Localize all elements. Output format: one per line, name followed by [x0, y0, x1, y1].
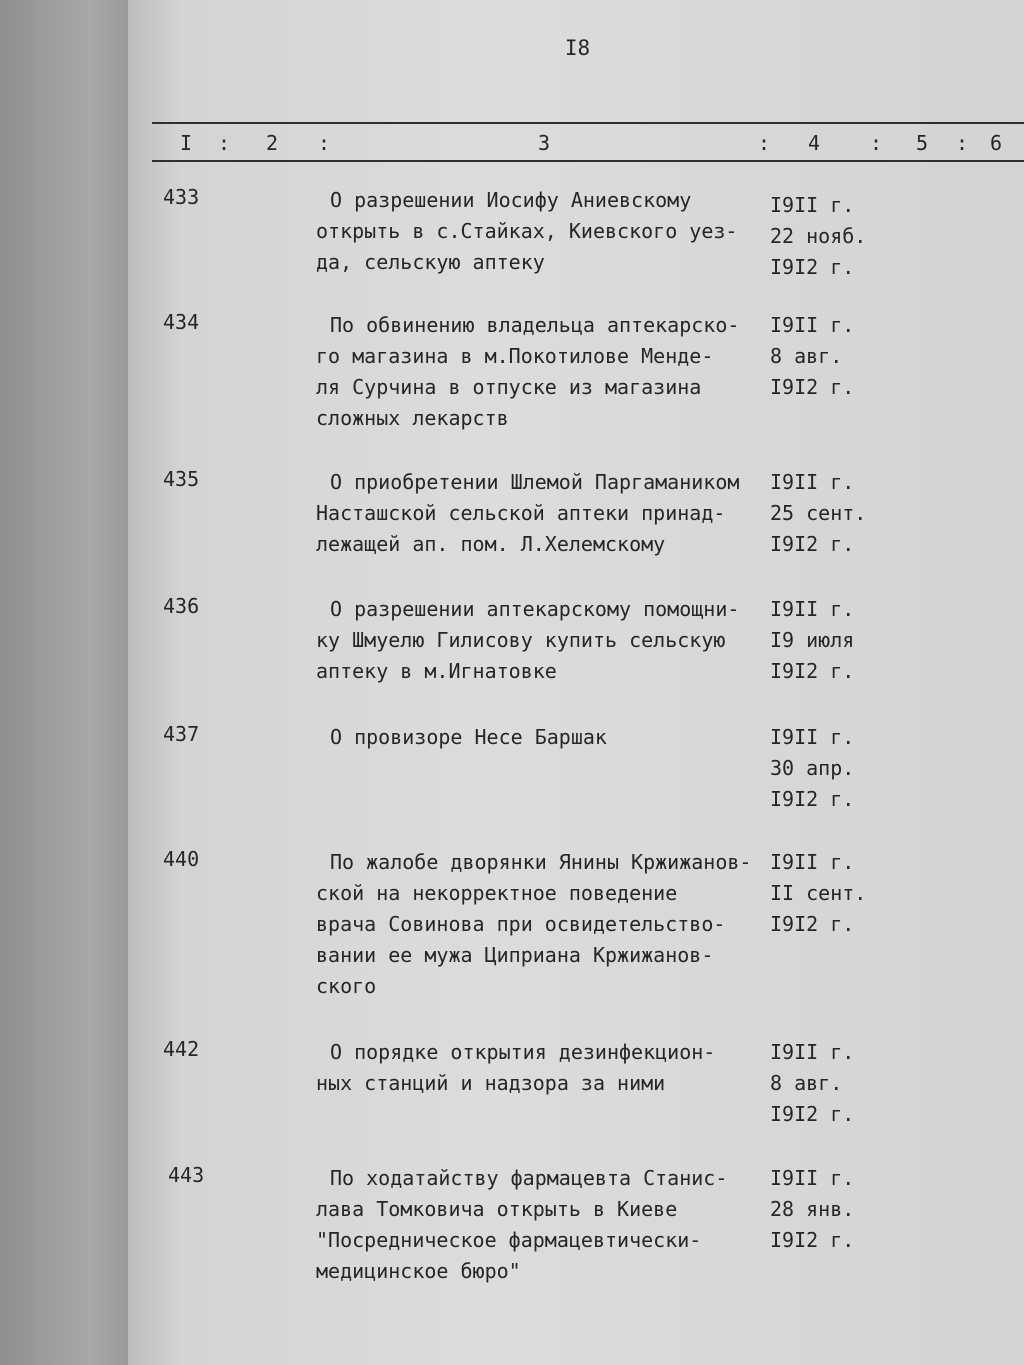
date-line: I9II г.: [770, 1040, 855, 1064]
title-line: ской на некорректное поведение: [316, 881, 678, 905]
date-line: I9 июля: [770, 628, 855, 652]
title-line: ского: [316, 974, 377, 998]
date-line: I9I2 г.: [770, 787, 855, 811]
date-line: I9II г.: [770, 193, 855, 217]
date-line: II сент.: [770, 881, 867, 905]
page-number: I8: [564, 36, 591, 60]
record-title: [316, 467, 786, 560]
date-line: 30 апр.: [770, 756, 855, 780]
title-line: По жалобе дворянки Янины Кржижанов-: [330, 850, 752, 874]
column-header-1: I: [180, 131, 193, 155]
record-number: 434: [163, 310, 200, 334]
column-header-6: 6: [990, 131, 1003, 155]
title-line: открыть в с.Стайках, Киевского уез-: [316, 219, 738, 243]
title-line: О порядке открытия дезинфекцион-: [330, 1040, 716, 1064]
column-separator: :: [870, 131, 883, 155]
record-title: [316, 594, 786, 687]
title-line: По ходатайству фармацевта Станис-: [330, 1166, 728, 1190]
title-line: По обвинению владельца аптекарско-: [330, 313, 740, 337]
record-dates: [770, 1037, 880, 1130]
record-number: 433: [163, 185, 200, 209]
date-line: I9I2 г.: [770, 532, 855, 556]
column-header-5: 5: [916, 131, 929, 155]
date-line: I9II г.: [770, 470, 855, 494]
date-line: I9I2 г.: [770, 255, 855, 279]
date-line: I9I2 г.: [770, 1228, 855, 1252]
record-number: 437: [163, 722, 200, 746]
record-dates: [770, 467, 880, 560]
date-line: I9II г.: [770, 597, 855, 621]
date-line: I9II г.: [770, 725, 855, 749]
title-line: да, сельскую аптеку: [316, 250, 545, 274]
record-title: [316, 185, 786, 278]
record-title: [316, 1163, 786, 1287]
record-dates: [770, 310, 880, 403]
record-number: 436: [163, 594, 200, 618]
date-line: I9I2 г.: [770, 375, 855, 399]
title-line: сложных лекарств: [316, 406, 509, 430]
date-line: 22 нояб.: [770, 224, 867, 248]
title-line: лежащей ап. пом. Л.Хелемскому: [316, 532, 666, 556]
title-line: ку Шмуелю Гилисову купить сельскую: [316, 628, 726, 652]
record-dates: [770, 722, 880, 815]
column-header-2: 2: [266, 131, 279, 155]
record-dates: [770, 190, 880, 283]
column-separator: :: [218, 131, 231, 155]
title-line: врача Совинова при освидетельство-: [316, 912, 726, 936]
date-line: I9I2 г.: [770, 1102, 855, 1126]
date-line: I9II г.: [770, 313, 855, 337]
record-number: 435: [163, 467, 200, 491]
date-line: 28 янв.: [770, 1197, 855, 1221]
record-title: [316, 1037, 786, 1099]
record-title: [316, 310, 786, 434]
date-line: I9I2 г.: [770, 912, 855, 936]
title-line: ных станций и надзора за ними: [316, 1071, 666, 1095]
record-title: [316, 847, 786, 1002]
header-rule-bottom: [152, 160, 1024, 162]
date-line: I9II г.: [770, 850, 855, 874]
title-line: го магазина в м.Покотилове Менде-: [316, 344, 714, 368]
title-line: О провизоре Несе Баршак: [330, 725, 607, 749]
date-line: I9I2 г.: [770, 659, 855, 683]
column-header-4: 4: [808, 131, 821, 155]
title-line: аптеку в м.Игнатовке: [316, 659, 557, 683]
title-line: О разрешении Иосифу Аниевскому: [330, 188, 692, 212]
date-line: 8 авг.: [770, 1071, 843, 1095]
column-separator: :: [758, 131, 771, 155]
title-line: Насташской сельской аптеки принад-: [316, 501, 726, 525]
date-line: 25 сент.: [770, 501, 867, 525]
record-number: 443: [168, 1163, 205, 1187]
title-line: "Посредническое фармацевтически-: [316, 1228, 702, 1252]
title-line: медицинское бюро": [316, 1259, 521, 1283]
title-line: лава Томковича открыть в Киеве: [316, 1197, 678, 1221]
date-line: 8 авг.: [770, 344, 843, 368]
column-separator: :: [318, 131, 331, 155]
title-line: вании ее мужа Циприана Кржижанов-: [316, 943, 714, 967]
date-line: I9II г.: [770, 1166, 855, 1190]
record-number: 442: [163, 1037, 200, 1061]
header-rule-top: [152, 122, 1024, 124]
record-dates: [770, 594, 880, 687]
column-separator: :: [956, 131, 969, 155]
title-line: О приобретении Шлемой Паргамаником: [330, 470, 740, 494]
record-dates: [770, 1163, 880, 1256]
title-line: О разрешении аптекарскому помощни-: [330, 597, 740, 621]
title-line: ля Сурчина в отпуске из магазина: [316, 375, 702, 399]
record-dates: [770, 847, 880, 940]
record-number: 440: [163, 847, 200, 871]
column-header-3: 3: [538, 131, 551, 155]
record-title: [316, 722, 786, 753]
previous-page-edge: [0, 0, 128, 1365]
